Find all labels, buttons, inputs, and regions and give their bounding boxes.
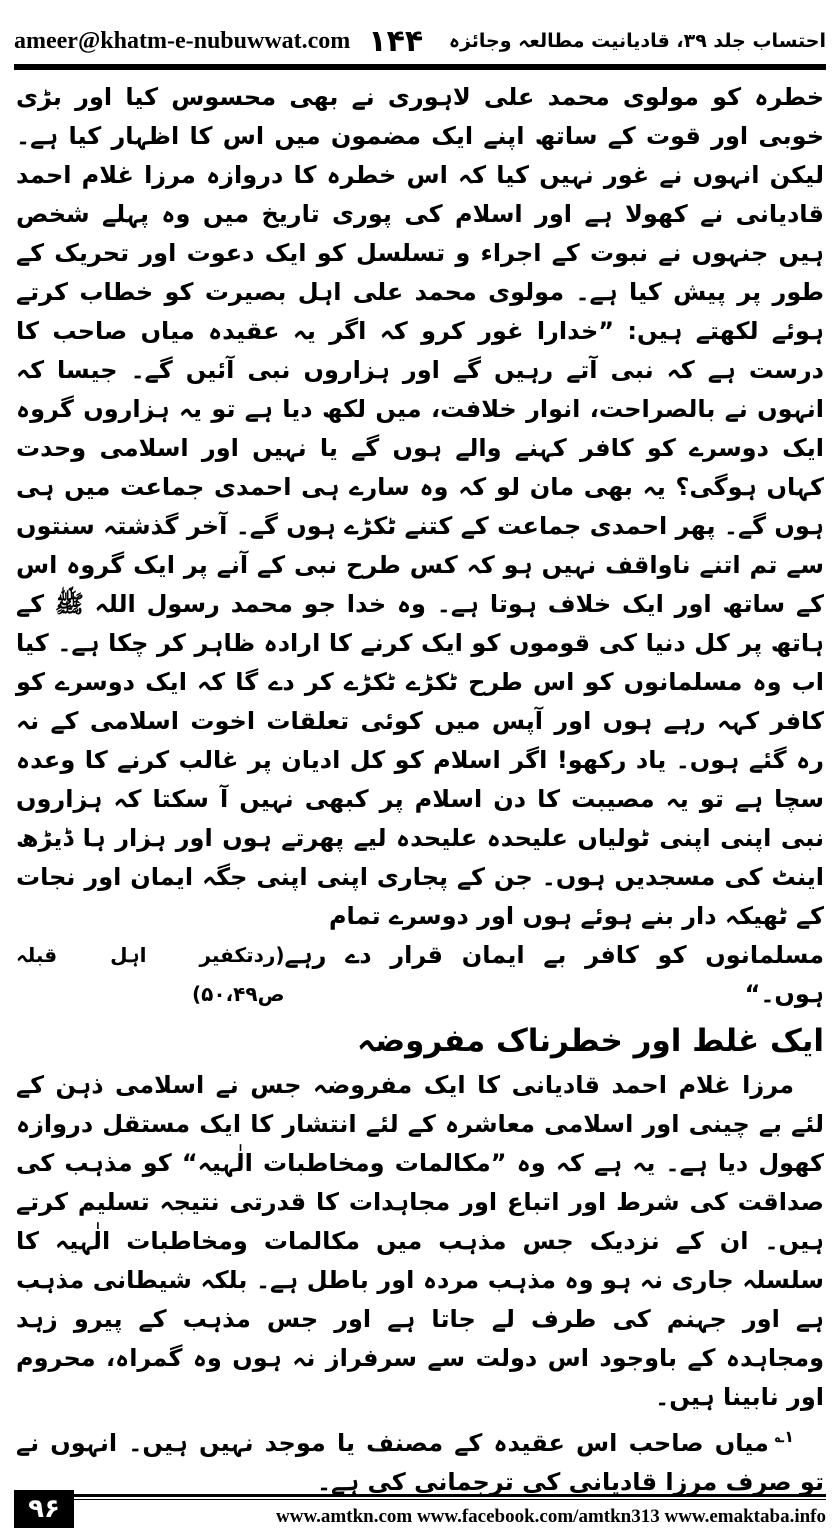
header-left [14,24,423,59]
section-heading: ایک غلط اور خطرناک مفروضہ [357,1023,824,1059]
header-book-title: احتساب جلد ۳۹، قادیانیت مطالعہ وجائزہ [448,30,826,52]
page-body [16,78,824,1502]
footnote-text: میاں صاحب اس عقیدہ کے مصنف یا موجد نہیں ہیں۔ انہوں نے تو صرف مرزا قادیانی کی ترجمانی کی ہے۔ [16,1429,824,1496]
footer-links-area [74,1490,826,1528]
body-paragraph-1: خطرہ کو مولوی محمد علی لاہوری نے بھی محسوس کیا اور بڑی خوبی اور قوت کے ساتھ اپنے ایک مضمون میں اس کا اظہار کیا ہے۔ لیکن انہوں نے غور نہیں کیا کہ اس خطرہ کا دروازہ مرزا غلام احمد قادیانی نے کھولا ہے اور اسلام کی پوری تاریخ میں وہ پہلے شخص ہیں جنہوں نے نبوت کے اجراء و تسلسل کو ایک دعوت اور تحریک کے طور پر پیش کیا ہے۔ مولوی محمد علی اہل بصیرت کو خطاب کرتے ہوئے لکھتے ہیں: ”خدارا غور کرو کہ اگر یہ عقیدہ میاں صاحب کا درست ہے کہ نبی آتے رہیں گے اور ہزاروں نبی آئیں گے۔ جیسا کہ انہوں نے بالصراحت، انوار خلافت، میں لکھ دیا ہے تو یہ ہزاروں گروہ ایک دوسرے کو کافر کہنے والے ہوں گے یا نہیں اور اسلامی وحدت کہاں ہوگی؟ یہ بھی مان لو کہ وہ سارے ہی احمدی جماعت میں ہی ہوں گے۔ پھر احمدی جماعت کے کتنے ٹکڑے ہوں گے۔ آخر گذشتہ سنتوں سے تم اتنے ناواقف نہیں ہو کہ کس طرح نبی کے آنے پر ایک گروہ اس کے ساتھ اور ایک خلاف ہوتا ہے۔ وہ خدا جو محمد رسول اللہ ﷺ کے ہاتھ پر کل دنیا کی قوموں کو ایک کرنے کا ارادہ ظاہر کر چکا ہے۔ کیا اب وہ مسلمانوں کو اس طرح ٹکڑے ٹکڑے کر دے گا کہ ایک دوسرے کو کافر کہہ رہے ہوں اور آپس میں کوئی تعلقات اخوت اسلامی کے نہ رہ گئے ہوں۔ یاد رکھو! اگر اسلام کو کل ادیان پر غالب کرنے کا وعدہ سچا ہے تو یہ مصیبت کا دن اسلام پر کبھی نہیں آ سکتا کہ ہزاروں نبی اپنی اپنی ٹولیاں علیحدہ علیحدہ لیے پھرتے ہوں اور ہزار ہا ڈیڑھ اینٹ کی مسجدیں ہوں۔ جن کے پجاری اپنی اپنی جگہ ایمان اور نجات کے ٹھیکہ دار بنے ہوئے ہوں اور دوسرے تمام [16,83,824,930]
footer-rule [74,1494,826,1500]
page-footer [14,1494,826,1528]
quote-reference: (ردتکفیر اہل قبلہ ص۵۰،۴۹) [16,943,285,1006]
header-page-number: ۱۴۴ [368,23,424,59]
quote-end-line [16,936,824,1014]
quote-end-text: مسلمانوں کو کافر بے ایمان قرار دے رہے ہوں۔“ [284,941,824,1008]
footer-page-badge: ۹۶ [14,1490,74,1528]
body-paragraph-2: مرزا غلام احمد قادیانی کا ایک مفروضہ جس نے اسلامی ذہن کے لئے بے چینی اور اسلامی معاشرہ کے لئے انتشار کا ایک مستقل دروازہ کھول دیا ہے۔ یہ ہے کہ وہ ”مکالمات ومخاطبات الٰہیہ“ کو مذہب کی صداقت کی شرط اور اتباع اور مجاہدات کا قدرتی نتیجہ تسلیم کرتے ہیں۔ ان کے نزدیک جس مذہب میں مکالمات ومخاطبات الٰہیہ کا سلسلہ جاری نہ ہو وہ مذہب مردہ اور باطل ہے۔ بلکہ شیطانی مذہب ہے اور جہنم کی طرف لے جاتا ہے اور جس مذہب کے پیرو زہد ومجاہدہ کے باوجود اس دولت سے سرفراز نہ ہوں وہ گمراہ، محروم اور نابینا ہیں۔ [16,1071,824,1411]
header-email[interactable]: ameer@khatm-e-nubuwwat.com [14,27,351,54]
footnote-mark: ۱؎ [774,1427,794,1446]
footer-links[interactable]: www.amtkn.com www.facebook.com/amtkn313 www.emaktaba.info [276,1506,826,1527]
page-header [14,18,826,70]
